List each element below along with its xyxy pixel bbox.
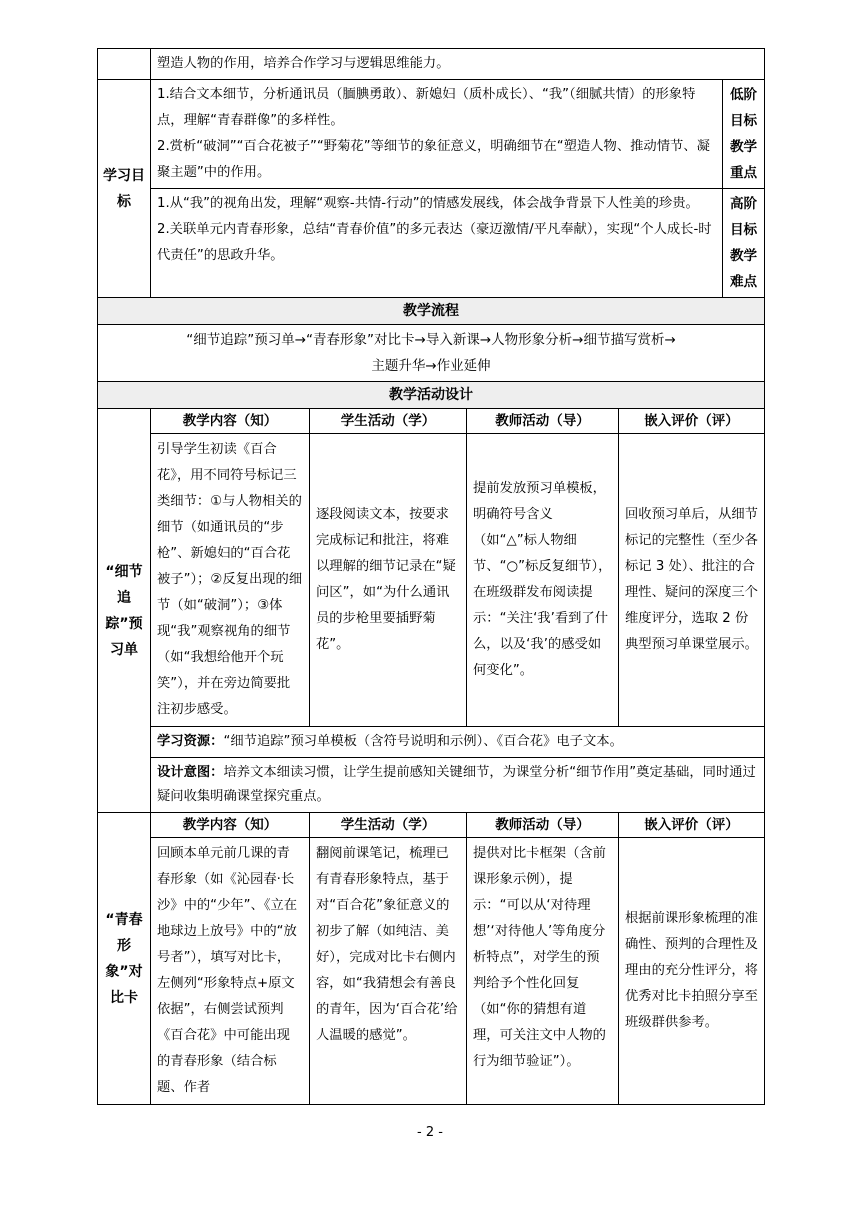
block1-body-row	[98, 434, 765, 727]
design-title-row	[98, 382, 765, 409]
block1-header-row	[98, 409, 765, 434]
intro-tail-row	[98, 49, 765, 80]
header-eval: 嵌入评价（评）	[619, 409, 765, 434]
resource-text: “细节追踪”预习单模板（含符号说明和示例）、《百合花》电子文本。	[223, 734, 623, 749]
resource-label: 学习资源：	[157, 734, 224, 749]
objectives-label: 学习目标	[98, 80, 151, 298]
design-title: 教学活动设计	[98, 382, 765, 409]
intro-tail-text: 塑造人物的作用，培养合作学习与逻辑思维能力。	[151, 49, 765, 80]
flow-line-2: 主题升华→作业延伸	[371, 358, 491, 374]
block1-resource-row	[98, 727, 765, 758]
block2-body-row	[98, 838, 765, 1105]
flow-title-row	[98, 298, 765, 325]
intent-text: 培养文本细读习惯，让学生提前感知关键细节，为课堂分析“细节作用”奠定基础，同时通过疑问收集明确课堂探究重点。	[157, 765, 756, 804]
objectives-high-row	[98, 189, 765, 298]
flow-title: 教学流程	[98, 298, 765, 325]
block2-label: “青春形象”对比卡	[98, 813, 151, 1105]
low-objective-2: 2.赏析“破洞”“百合花被子”“野菊花”等细节的象征意义，明确细节在“塑造人物、推动情节、凝聚主题”中的作用。	[157, 139, 710, 180]
flow-row	[98, 325, 765, 382]
intent-label: 设计意图：	[157, 765, 224, 780]
header-student: 学生活动（学）	[310, 409, 467, 434]
block2-teacher: 提供对比卡框架（含前课形象示例），提示：“可以从‘对待理想’‘对待他人’等角度分析特点”，对学生的预判给予个性化回复（如“你的猜想有道理，可关注文中人物的行为细节验证”）。	[467, 838, 619, 1105]
block2-eval: 根据前课形象梳理的准确性、预判的合理性及理由的充分性评分，将优秀对比卡拍照分享至班级群供参考。	[619, 838, 765, 1105]
block1-intent	[151, 758, 765, 813]
lesson-plan-table	[97, 48, 765, 1105]
header-content: 教学内容（知）	[151, 409, 310, 434]
block1-eval: 回收预习单后，从细节标记的完整性（至少各标记 3 处）、批注的合理性、疑问的深度三个维度评分，选取 2 份典型预习单课堂展示。	[619, 434, 765, 727]
low-objectives	[151, 80, 723, 189]
block1-content: 引导学生初读《百合花》，用不同符号标记三类细节：①与人物相关的细节（如通讯员的“步枪”、新媳妇的“百合花被子”）；②反复出现的细节（如“破洞”）；③体现“我”观察视角的细节（如“我想给他开个玩笑”），并在旁边简要批注初步感受。	[151, 434, 310, 727]
objectives-low-row	[98, 80, 765, 189]
high-objective-2: 2.关联单元内青春形象，总结“青春价值”的多元表达（豪迈激情/平凡奉献），实现“个人成长-时代责任”的思政升华。	[157, 222, 712, 263]
block2-header-row	[98, 813, 765, 838]
flow-text	[98, 325, 765, 382]
block2-student: 翻阅前课笔记，梳理已有青春形象特点，基于对“百合花”象征意义的初步了解（如纯洁、美好），完成对比卡右侧内容，如“我猜想会有善良的青年，因为‘百合花’给人温暖的感觉”。	[310, 838, 467, 1105]
high-objectives-tag: 高阶目标教学难点	[723, 189, 765, 298]
block1-teacher: 提前发放预习单模板，明确符号含义（如“△”标人物细节、“○”标反复细节），在班级群发布阅读提示：“关注‘我’看到了什么，以及‘我’的感受如何变化”。	[467, 434, 619, 727]
high-objective-1: 1.从“我”的视角出发，理解“观察-共情-行动”的情感发展线，体会战争背景下人性美的珍贵。	[157, 196, 699, 211]
block1-label: “细节追踪”预习单	[98, 409, 151, 813]
low-objectives-tag: 低阶目标教学重点	[723, 80, 765, 189]
low-objective-1: 1.结合文本细节，分析通讯员（腼腆勇敢）、新媳妇（质朴成长）、“我”（细腻共情）的形象特点，理解“青春群像”的多样性。	[157, 87, 696, 128]
block1-student: 逐段阅读文本，按要求完成标记和批注，将难以理解的细节记录在“疑问区”，如“为什么通讯员的步枪里要插野菊花”。	[310, 434, 467, 727]
document-page	[97, 48, 764, 1105]
block2-content: 回顾本单元前几课的青春形象（如《沁园春·长沙》中的“少年”、《立在地球边上放号》中的“放号者”），填写对比卡，左侧列“形象特点+原文依据”，右侧尝试预判《百合花》中可能出现的青春形象（结合标题、作者	[151, 838, 310, 1105]
header-eval-2: 嵌入评价（评）	[619, 813, 765, 838]
header-teacher: 教师活动（导）	[467, 409, 619, 434]
block1-intent-row	[98, 758, 765, 813]
header-content-2: 教学内容（知）	[151, 813, 310, 838]
header-teacher-2: 教师活动（导）	[467, 813, 619, 838]
high-objectives	[151, 189, 723, 298]
block1-resource	[151, 727, 765, 758]
header-student-2: 学生活动（学）	[310, 813, 467, 838]
page-number: - 2 -	[417, 1125, 443, 1140]
flow-line-1: “细节追踪”预习单→“青春形象”对比卡→导入新课→人物形象分析→细节描写赏析→	[186, 332, 676, 348]
